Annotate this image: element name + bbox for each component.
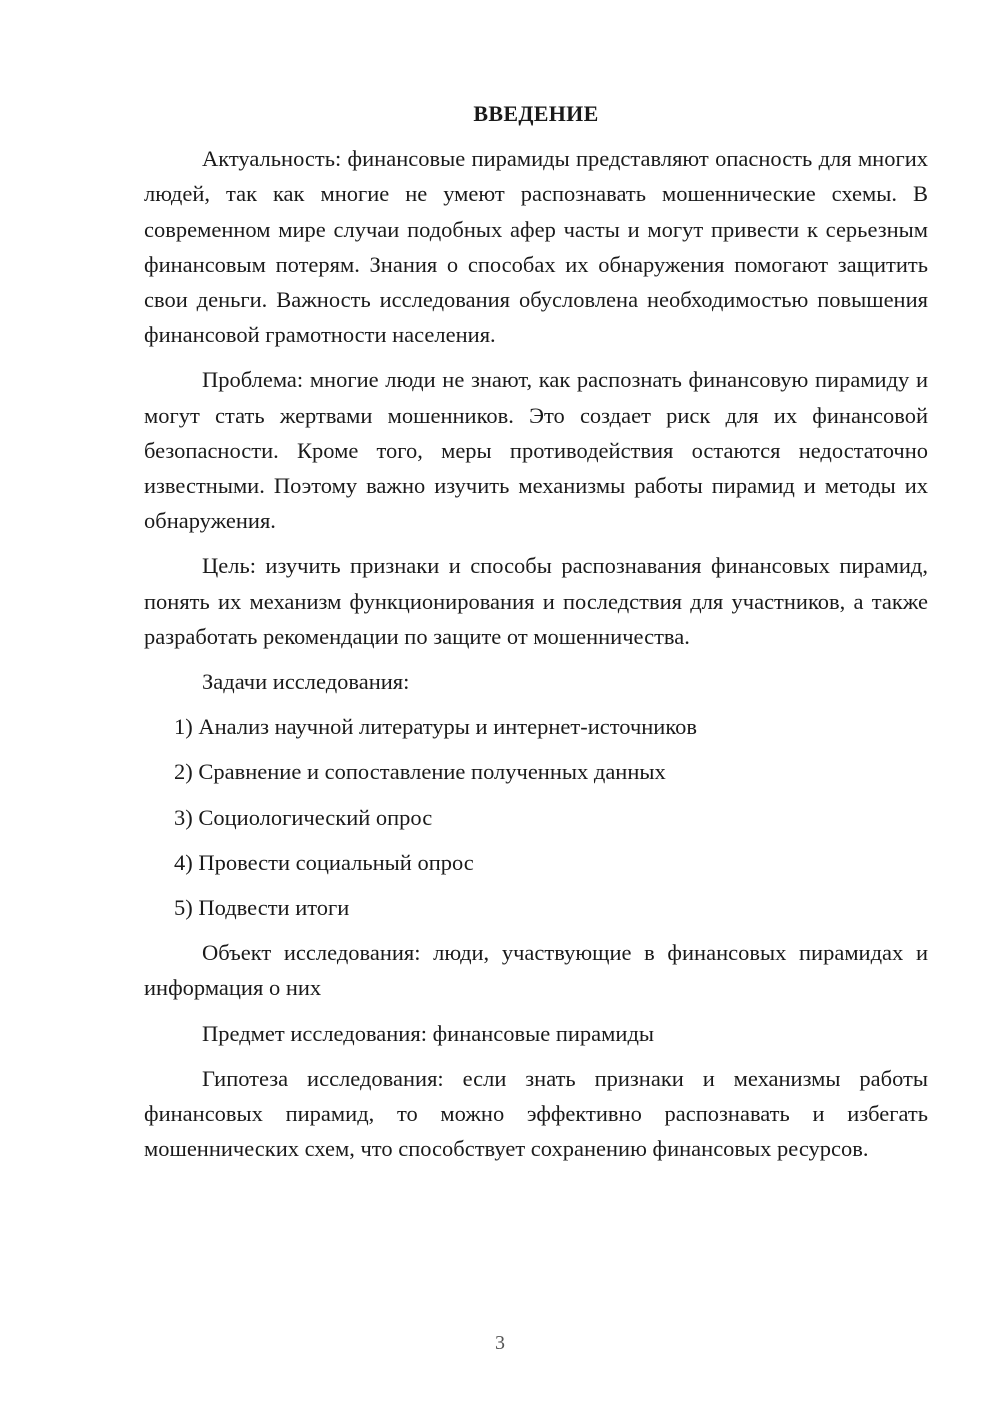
object-paragraph: Объект исследования: люди, участвующие в финансовых пирамидах и информация о них (144, 940, 928, 1001)
tasks-heading: Задачи исследования: (202, 669, 410, 695)
task-item: 2) Сравнение и сопоставление полученных данных (174, 759, 666, 785)
task-item: 4) Провести социальный опрос (174, 849, 474, 875)
task-item: 5) Подвести итоги (174, 895, 350, 921)
section-title: ВВЕДЕНИЕ (473, 101, 599, 126)
hypothesis-paragraph: Гипотеза исследования: если знать признаки и механизмы работы финансовых пирамид, то можно эффективно распознавать и избегать мошеннических схем, что способствует сохранению финансовых ресурсов. (144, 1065, 928, 1162)
page-number: 3 (495, 1332, 505, 1354)
task-item: 1) Анализ научной литературы и интернет-источников (174, 714, 698, 740)
tasks-list (144, 709, 928, 925)
problem-paragraph: Проблема: многие люди не знают, как распознать финансовую пирамиду и могут стать жертвами мошенников. Это создает риск для их финансовой безопасности. Кроме того, меры противодействия остаются недостаточно известными. Поэтому важно изучить механизмы работы пирамид и методы их обнаружения. (144, 367, 928, 534)
relevance-paragraph: Актуальность: финансовые пирамиды представляют опасность для многих людей, так как многие не умеют распознавать мошеннические схемы. В современном мире случаи подобных афер часты и могут привести к серьезным финансовым потерям. Знания о способах их обнаружения помогают защитить свои деньги. Важность исследования обусловлена необходимостью повышения финансовой грамотности населения. (144, 146, 928, 348)
task-item: 3) Социологический опрос (174, 804, 433, 830)
goal-paragraph: Цель: изучить признаки и способы распознавания финансовых пирамид, понять их механизм функционирования и последствия для участников, а также разработать рекомендации по защите от мошенничества. (144, 553, 928, 649)
subject-paragraph: Предмет исследования: финансовые пирамиды (202, 1020, 655, 1046)
page-content (144, 96, 928, 1176)
